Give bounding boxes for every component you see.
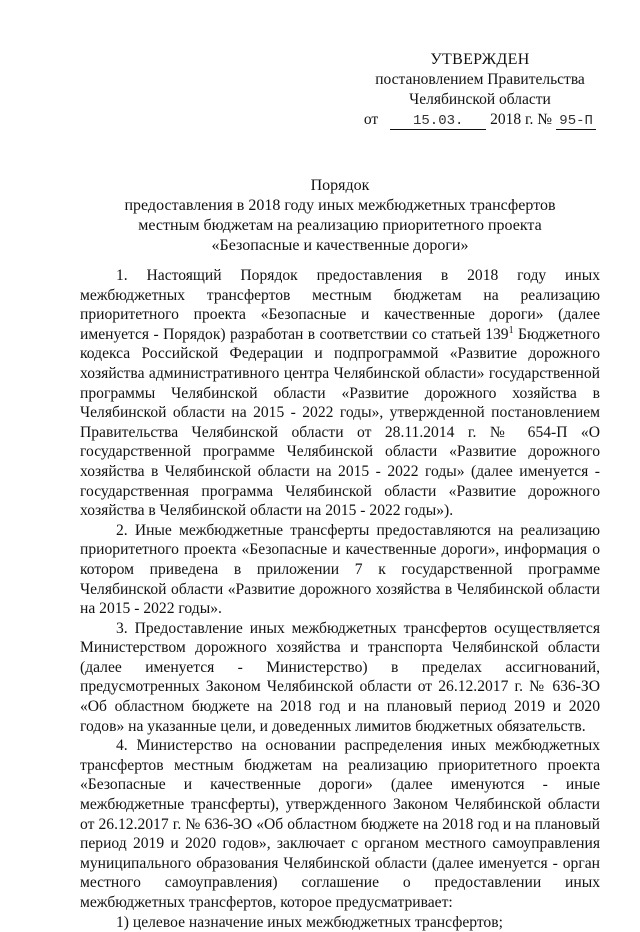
- approval-line-region: Челябинской области: [409, 91, 551, 108]
- paragraph-5: 1) целевое назначение иных межбюджетных трансфертов;: [116, 913, 503, 931]
- paragraph-1-text-a: 1. Настоящий Порядок предоставления в 2018 году иных межбюджетных трансфертов местным бюджетам на реализацию приоритетного проекта «Безопасные и качественные дороги» (далее именуется - Порядок) разработан в соответствии со статьей 139: [80, 267, 600, 343]
- document-body: [80, 266, 600, 932]
- date-value: 15.03.: [412, 113, 464, 129]
- paragraph-1-text-b: Бюджетного кодекса Российской Федерации и подпрограммой «Развитие дорожного хозяйства административного центра Челябинской области» государственной программы Челябинской области «Развитие дорожного хозяйства в Челябинской области на 2015 - 2022 годы», утвержденной постановлением Правительства Челябинской области от 28.11.2014 г. № 654-П «О государственной программе Челябинской области «Развитие дорожного хозяйства в Челябинской области на 2015 - 2022 годы» (далее именуется - государственная программа Челябинской области «Развитие дорожного хозяйства в Челябинской области на 2015 - 2022 годы»).: [80, 325, 600, 520]
- title-line-3: местным бюджетам на реализацию приоритетного проекта: [138, 217, 542, 234]
- date-year: 2018 г. №: [490, 111, 553, 128]
- title-line-4: «Безопасные и качественные дороги»: [211, 237, 469, 254]
- approval-stamp-block: [360, 50, 600, 130]
- paragraph-4: 4. Министерство на основании распределения иных межбюджетных трансфертов местным бюджетам на реализацию приоритетного проекта «Безопасные и качественные дороги» (далее именуются - иные межбюджетные трансферты), утвержденного Законом Челябинской области от 26.12.2017 г. № 636-ЗО «Об областном бюджете на 2018 год и на плановый период 2019 и 2020 годов», заключает с органом местного самоуправления муниципального образования Челябинской области (далее именуется - орган местного самоуправления) соглашение о предоставлении иных межбюджетных трансфертов, которое предусматривает:: [80, 737, 600, 911]
- approval-line-government: постановлением Правительства: [375, 71, 585, 88]
- title-line-2: предоставления в 2018 году иных межбюджетных трансфертов: [124, 197, 556, 214]
- paragraph-1-superscript: 1: [508, 324, 514, 336]
- approval-heading: УТВЕРЖДЕН: [430, 51, 530, 68]
- document-title: [80, 176, 600, 256]
- date-prefix: от: [363, 111, 379, 128]
- paragraph-1: [80, 266, 600, 521]
- number-value: 95-П: [559, 113, 593, 129]
- approval-date-line: [360, 110, 600, 130]
- title-line-1: Порядок: [310, 177, 370, 194]
- date-field: [390, 112, 486, 130]
- paragraph-3: 3. Предоставление иных межбюджетных трансфертов осуществляется Министерством дорожного хозяйства и транспорта Челябинской области (далее именуется - Министерство) в пределах ассигнований, предусмотренных Законом Челябинской области от 26.12.2017 г. № 636-ЗО «Об областном бюджете на 2018 год и на плановый период 2019 и 2020 годов» на указанные цели, и доведенных лимитов бюджетных обязательств.: [80, 619, 600, 735]
- paragraph-2: 2. Иные межбюджетные трансферты предоставляются на реализацию приоритетного проекта «Безопасные и качественные дороги», информация о котором приведена в приложении 7 к государственной программе Челябинской области «Развитие дорожного хозяйства в Челябинской области на 2015 - 2022 годы».: [80, 521, 600, 618]
- number-field: [556, 112, 596, 130]
